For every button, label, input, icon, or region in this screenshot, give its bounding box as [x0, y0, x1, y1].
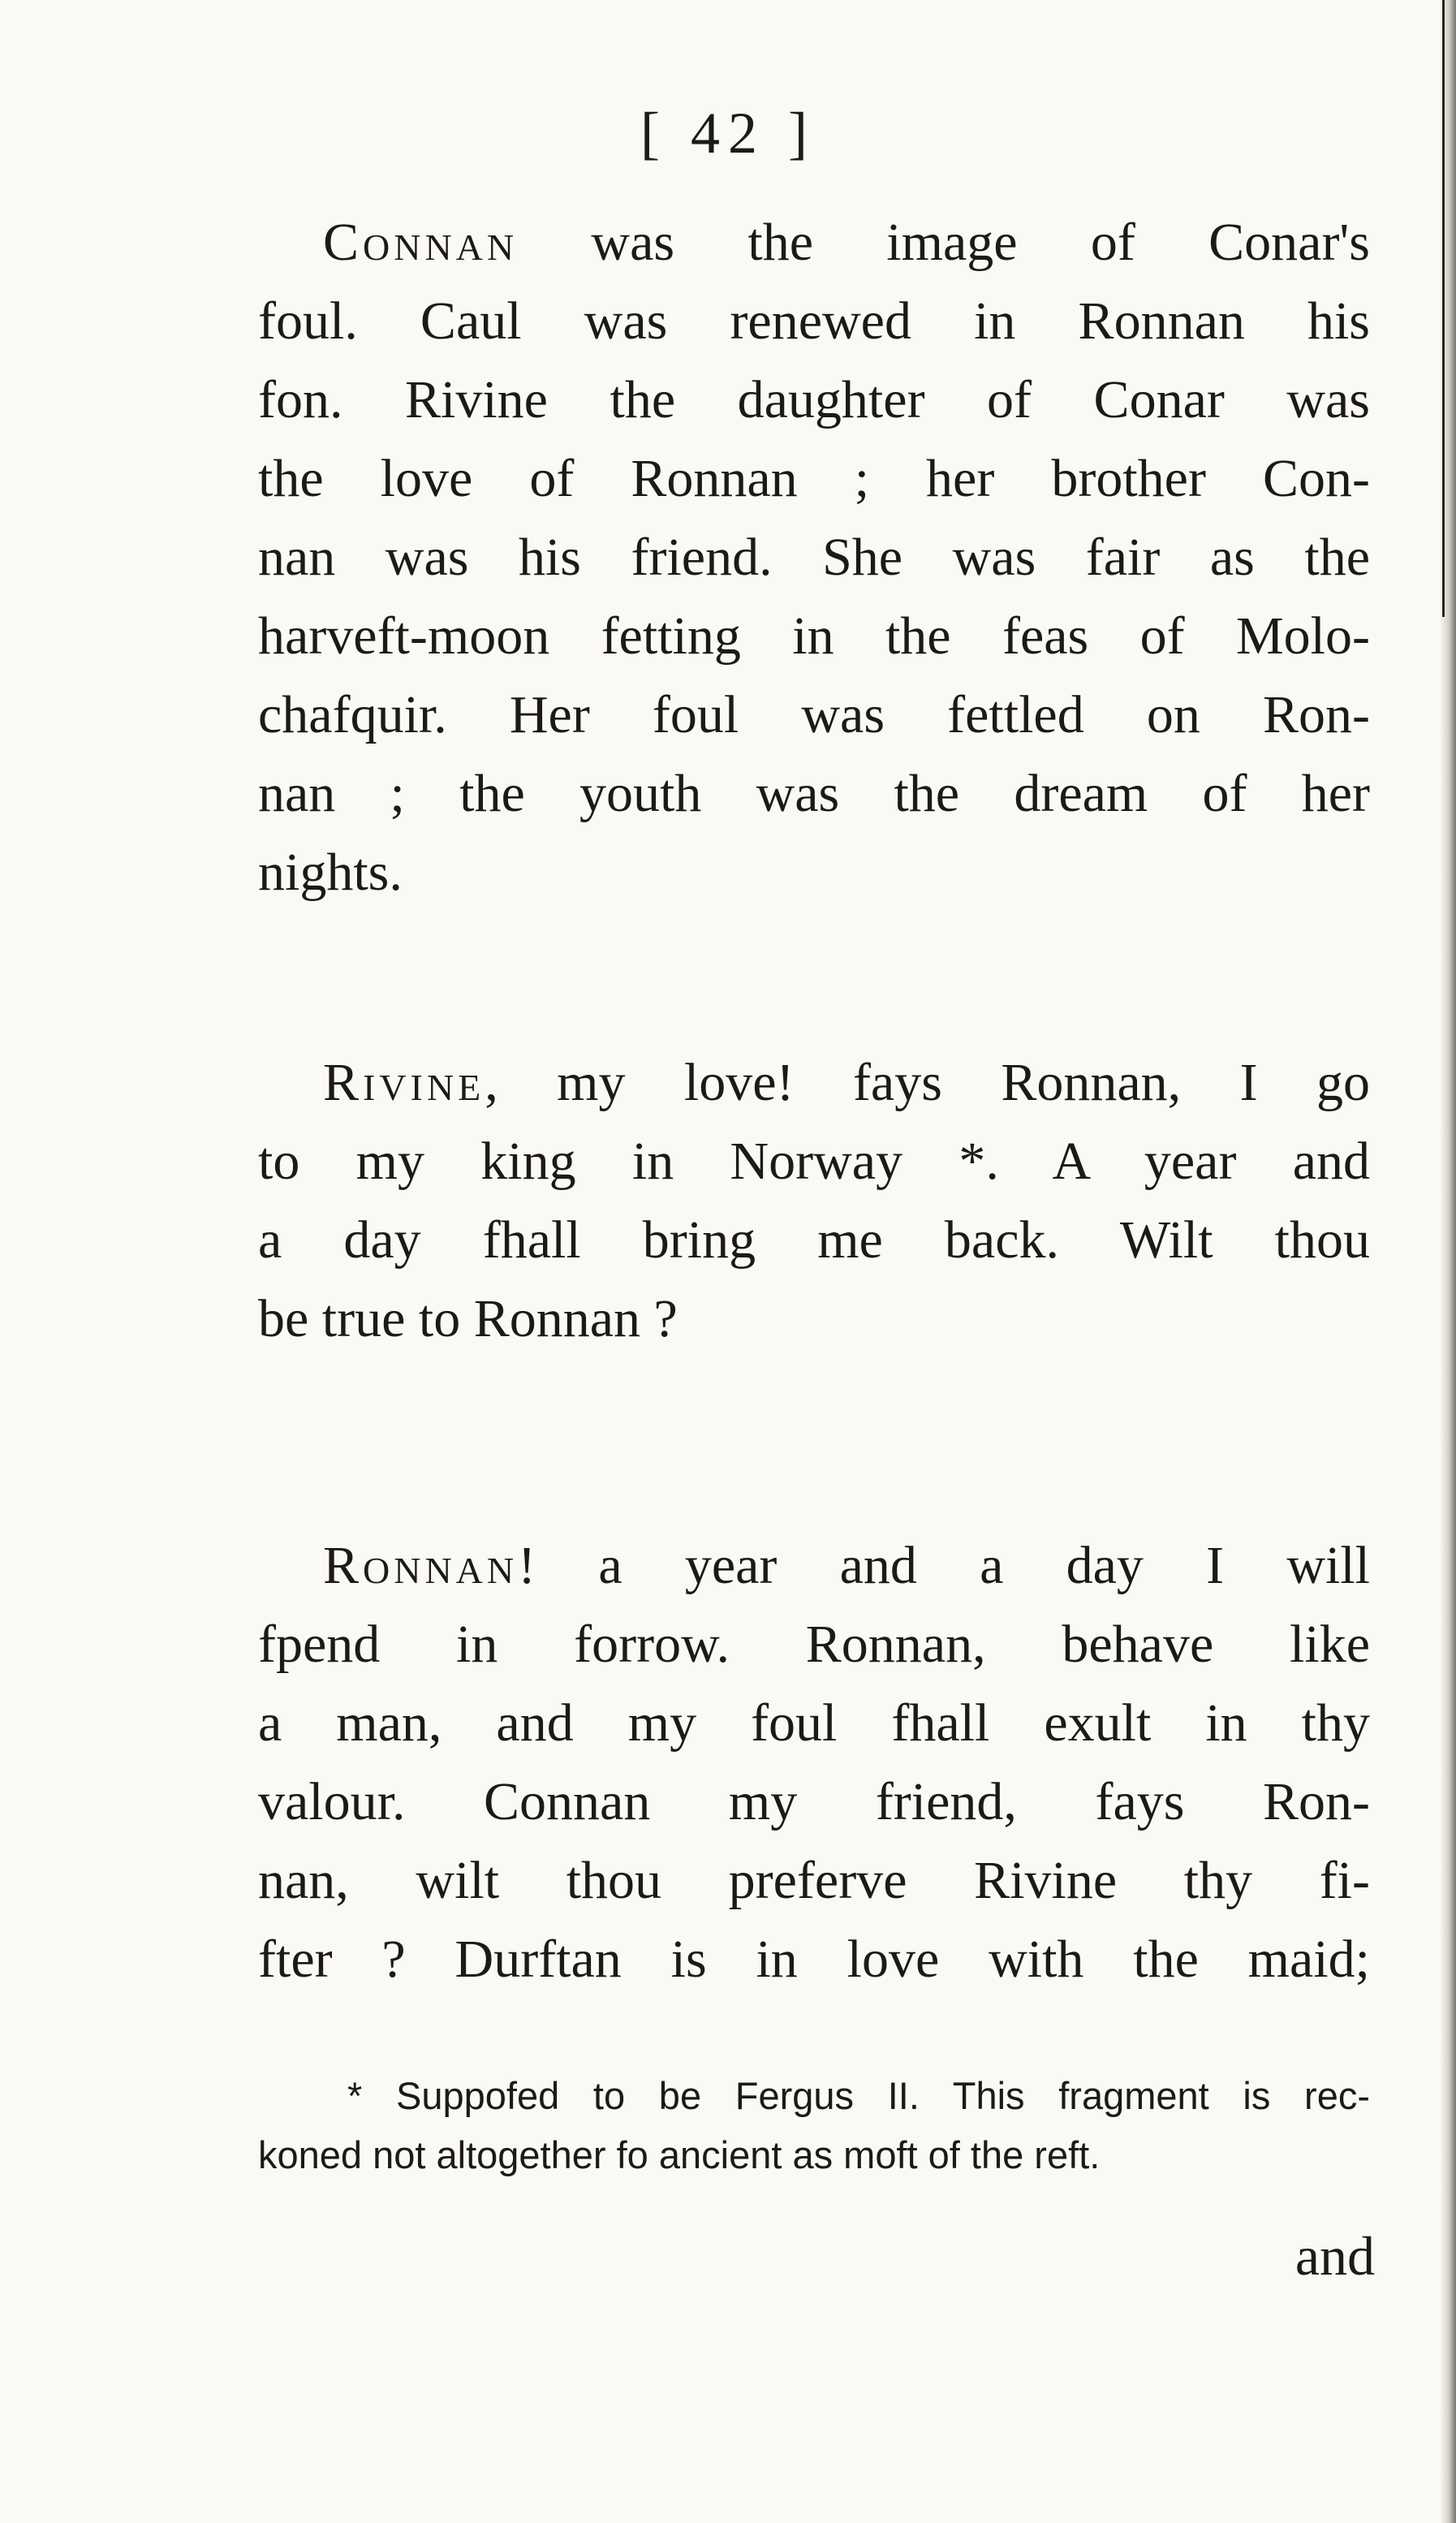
text-line: fter ? Durftan is in love with the maid;	[258, 1930, 1370, 1989]
text-line: Rivine, my love! fays Ronnan, I go	[323, 1053, 1370, 1112]
text-line: chafquir. Her foul was fettled on Ron-	[258, 685, 1370, 744]
text-line: nan was his friend. She was fair as the	[258, 528, 1370, 587]
footnote-line: koned not altogether fo ancient as moft of the reft.	[258, 2133, 1101, 2176]
small-caps-name: Rivine	[323, 1053, 485, 1112]
text-line: foul. Caul was renewed in Ronnan his	[258, 291, 1370, 351]
small-caps-name: Ronnan	[323, 1536, 519, 1595]
text-line: the love of Ronnan ; her brother Con-	[258, 449, 1370, 508]
text-line: nan ; the youth was the dream of her	[258, 764, 1370, 823]
footnote	[258, 2066, 1370, 2184]
text-line: fon. Rivine the daughter of Conar was	[258, 370, 1370, 429]
footnote-line: * Suppofed to be Fergus II. This fragment is rec-	[347, 2074, 1370, 2117]
text-line: nights.	[258, 843, 403, 902]
text-line: Ronnan! a year and a day I will	[323, 1536, 1370, 1595]
small-caps-name: Connan	[323, 213, 519, 272]
paragraph-3	[258, 1526, 1370, 1999]
text-line: a man, and my foul fhall exult in thy	[258, 1693, 1370, 1753]
text-line: Connan was the image of Conar's	[323, 213, 1370, 272]
text-line: harveft-moon fetting in the feas of Molo-	[258, 606, 1370, 666]
page-number: [ 42 ]	[640, 101, 816, 166]
text-line: valour. Connan my friend, fays Ron-	[258, 1772, 1370, 1831]
text-line: be true to Ronnan ?	[258, 1289, 678, 1348]
text-line: nan, wilt thou preferve Rivine thy fi-	[258, 1851, 1370, 1910]
paragraph-2	[258, 1043, 1370, 1358]
text-line: to my king in Norway *. A year and	[258, 1132, 1370, 1191]
page-edge-line	[1442, 0, 1445, 617]
text-line: fpend in forrow. Ronnan, behave like	[258, 1615, 1370, 1674]
catchword: and	[1294, 2225, 1375, 2287]
paragraph-1	[258, 203, 1370, 912]
text-line: a day fhall bring me back. Wilt thou	[258, 1210, 1370, 1270]
